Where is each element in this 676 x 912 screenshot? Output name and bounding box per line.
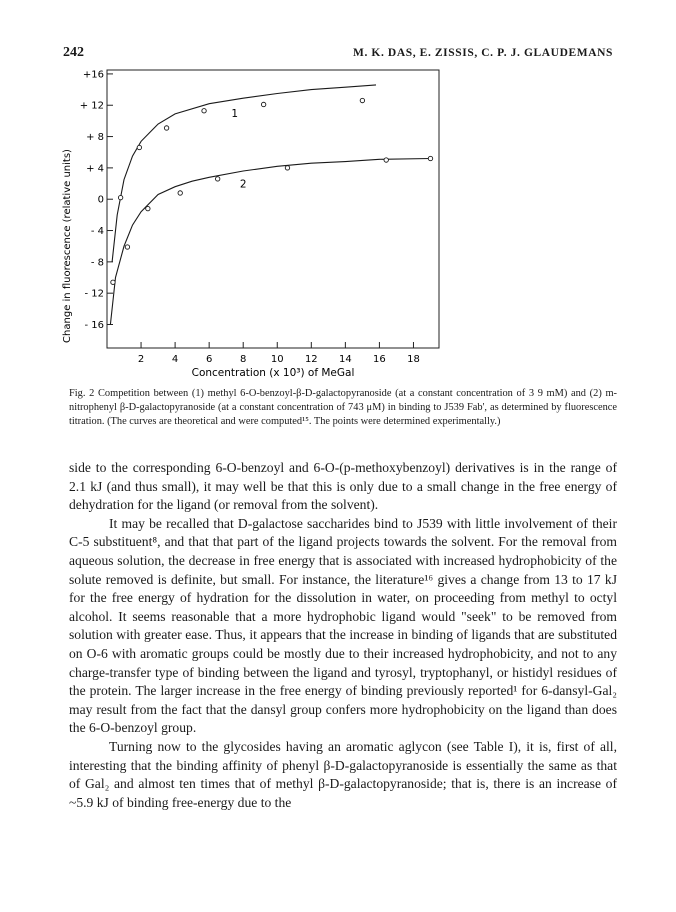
x-tick-label: 2 xyxy=(137,354,145,365)
series-2-point xyxy=(428,156,432,160)
running-header-authors: M. K. DAS, E. ZISSIS, C. P. J. GLAUDEMANS xyxy=(353,47,613,59)
series-2-curve xyxy=(110,159,430,325)
y-axis-label: Change in fluorescence (relative units) xyxy=(62,149,73,343)
series-1-point xyxy=(137,145,141,149)
y-tick-label: +16 xyxy=(82,69,104,81)
series-2-point xyxy=(111,280,115,284)
y-tick-label: + 12 xyxy=(79,100,104,112)
y-tick-label: + 4 xyxy=(86,163,104,175)
x-tick-label: 14 xyxy=(338,354,352,365)
series-2-point xyxy=(125,245,129,249)
series-1-point xyxy=(261,102,265,106)
series-1-point xyxy=(164,126,168,130)
curves xyxy=(110,85,430,325)
y-tick-label: - 12 xyxy=(84,288,104,300)
series-1-curve xyxy=(112,85,376,262)
x-tick-label: 6 xyxy=(205,354,213,365)
paragraph-2: It may be recalled that D-galactose saccharides bind to J539 with little involvement of their C-5 substituent⁸, and that that part of the ligand projects towards the solvent. For the removal from aqueous solution, the decrease in free energy that is associated with increased hydrophobicity of the solute removed is definite, but small. For instance, the literature¹⁶ gives a change from 13 to 17 kJ for the free energy of hydration for the dissolution in water, on proceeding from methyl to octyl alcohol. It seems reasonable that a more hydrophobic ligand would "seek" to be removed from solution with greater ease. Thus, it appears that the increase in binding of ligands that are substituted on O-6 with aromatic groups could be mostly due to their increased hydrophobicity, and not to any charge-transfer type of binding between the ligand and tyrosyl, tryptophanyl, or histidyl residues of the protein. The larger increase in the free energy of binding previously reported¹ for 6-dansyl-Gal₂ may result from the fact that the dansyl group confers more hydrophobicity on the ligand than does the 6-O-benzoyl group. xyxy=(69,515,617,736)
x-tick-label: 18 xyxy=(407,354,420,365)
x-axis-label: Concentration (x 10³) of MeGal xyxy=(191,367,355,379)
x-tick-label: 4 xyxy=(171,354,179,365)
curve-label: 2 xyxy=(239,178,247,191)
paragraph-3: Turning now to the glycosides having an aromatic aglycon (see Table I), it is, first of all, interesting that the binding affinity of phenyl β-D-galactopyranoside is essentially the same as that of Gal₂ and almost ten times that of methyl β-D-galactopyranoside; that is, there is an increase of ~5.9 kJ of binding free-energy due to the xyxy=(69,738,617,810)
page-number: 242 xyxy=(63,45,84,60)
x-axis-ticks xyxy=(138,342,420,365)
figure-caption-text: Competition between (1) methyl 6-O-benzoyl-β-D-galactopyranoside (at a constant concentration of 3 9 mM) and (2) m-nitrophenyl β-D-galactopyranoside (at a constant concentration of 743 μM) in binding to J539 Fab', as determined by fluorescence titration. (The curves are theoretical and were computed¹⁵. The points were determined experimentally.) xyxy=(69,388,617,427)
y-tick-label: - 16 xyxy=(84,320,104,332)
series-1-point xyxy=(202,109,206,113)
series-1-point xyxy=(360,98,364,102)
data-points xyxy=(111,98,433,284)
series-2-point xyxy=(384,158,388,162)
figure-label: Fig. 2 xyxy=(69,388,95,399)
y-axis-ticks xyxy=(80,69,113,331)
curve-labels xyxy=(231,108,246,190)
paragraph-1: side to the corresponding 6-O-benzoyl and 6-O-(p-methoxybenzoyl) derivatives is in the range of 2.1 kJ (and thus small), it may well be that this is only due to a small change in the free energy of dehydration for the ligand (or removal from the solvent). xyxy=(69,460,617,513)
body-text xyxy=(69,459,617,812)
series-2-point xyxy=(146,206,150,210)
plot-frame xyxy=(107,70,439,348)
x-tick-label: 8 xyxy=(240,354,247,365)
y-tick-label: - 8 xyxy=(90,257,104,269)
x-tick-label: 12 xyxy=(304,354,318,365)
y-tick-label: + 8 xyxy=(86,132,104,144)
series-2-point xyxy=(285,166,289,170)
x-tick-label: 10 xyxy=(270,354,284,365)
x-tick-label: 16 xyxy=(373,354,386,365)
y-tick-label: 0 xyxy=(97,194,104,206)
series-2-point xyxy=(178,191,182,195)
series-2-point xyxy=(215,177,219,181)
series-1-point xyxy=(118,195,122,199)
y-tick-label: - 4 xyxy=(90,226,104,238)
curve-label: 1 xyxy=(231,107,239,120)
figure-caption xyxy=(69,387,617,429)
fluorescence-chart xyxy=(55,58,445,383)
